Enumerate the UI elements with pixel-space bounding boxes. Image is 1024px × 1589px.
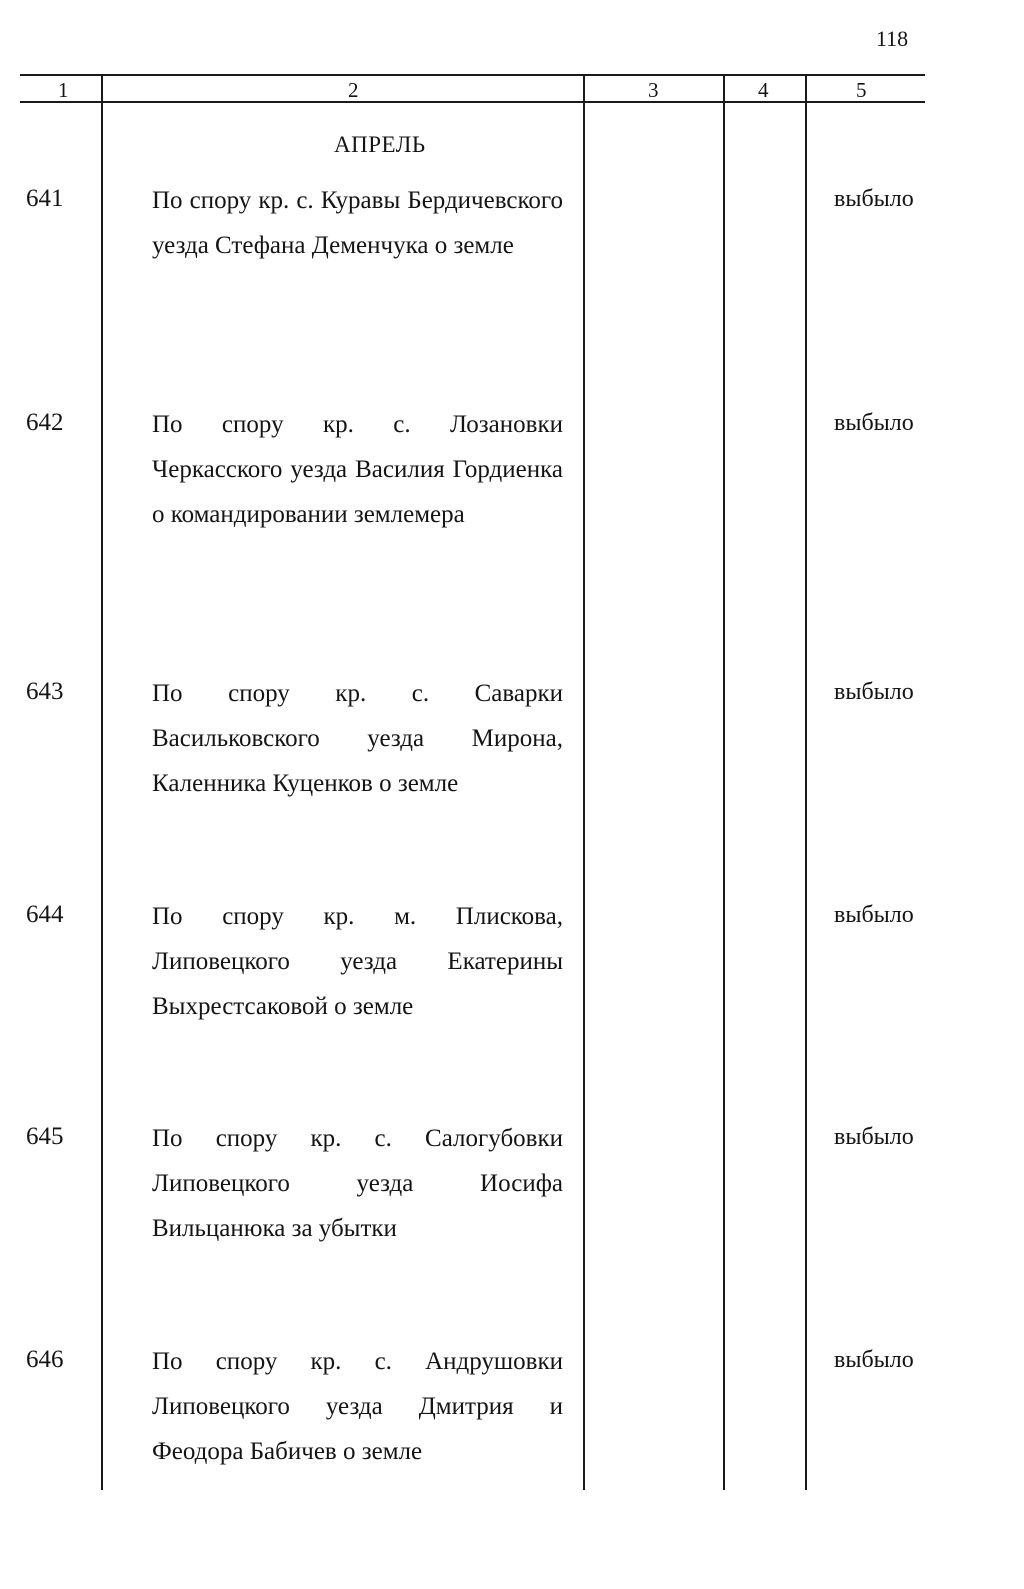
column-divider-4: [805, 74, 807, 1490]
column-header-3: 3: [648, 78, 659, 102]
column-header-4: 4: [758, 78, 769, 102]
column-header-5: 5: [856, 78, 867, 102]
row-number: 645: [26, 1123, 64, 1150]
row-description: По спору кр. с. Андрушовки Липовецкого уезда Дмитрия и Феодора Бабичев о земле: [152, 1348, 563, 1465]
row-description: По спору кр. с. Куравы Бердичевского уезда Стефана Деменчука о земле: [152, 187, 563, 259]
row-number: 644: [26, 901, 64, 928]
column-header-1: 1: [58, 78, 69, 102]
row-description: По спору кр. с. Саварки Васильковского уезда Мирона, Каленника Куценков о земле: [152, 680, 563, 797]
page-number: 118: [876, 26, 909, 51]
row-description: По спору кр. м. Плискова, Липовецкого уезда Екатерины Выхрестсаковой о земле: [152, 903, 563, 1020]
column-divider-2: [583, 74, 585, 1490]
column-header-2: 2: [348, 78, 359, 102]
row-description: По спору кр. с. Лозановки Черкасского уезда Василия Гордиенка о командировании землемера: [152, 411, 563, 528]
row-status: выбыло: [834, 410, 914, 436]
row-status: выбыло: [834, 1347, 914, 1373]
column-divider-1: [101, 74, 103, 1490]
row-number: 646: [26, 1346, 64, 1373]
table-top-rule: [20, 74, 925, 76]
row-status: выбыло: [834, 902, 914, 928]
row-status: выбыло: [834, 186, 914, 212]
table-header-rule: [20, 101, 925, 103]
row-status: выбыло: [834, 679, 914, 705]
row-number: 641: [26, 185, 64, 212]
row-description: По спору кр. с. Салогубовки Липовецкого уезда Иосифа Вильцанюка за убытки: [152, 1125, 563, 1242]
month-heading: АПРЕЛЬ: [334, 132, 426, 157]
row-status: выбыло: [834, 1124, 914, 1150]
column-divider-3: [723, 74, 725, 1490]
row-number: 642: [26, 409, 64, 436]
row-number: 643: [26, 678, 64, 705]
